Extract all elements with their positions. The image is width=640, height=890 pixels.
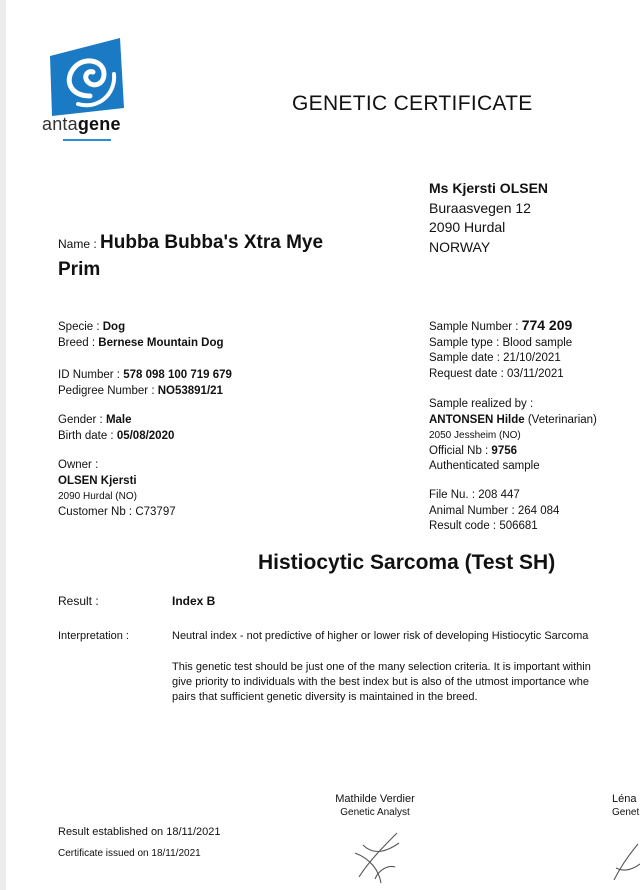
owner-location: 2090 Hurdal (NO): [58, 491, 137, 502]
addressee-name: Ms Kjersti OLSEN: [429, 180, 549, 196]
handwritten-signature: [610, 838, 640, 884]
breed-row: Breed : Bernese Mountain Dog: [58, 336, 224, 349]
id-info-group: [58, 368, 232, 399]
vet-location: 2050 Jessheim (NO): [429, 430, 521, 441]
dog-info-group: [58, 320, 224, 351]
dog-name-field: [58, 230, 358, 283]
result-code: Result code : 506681: [429, 520, 538, 532]
sample-date: Sample date : 21/10/2021: [429, 352, 561, 364]
dog-name-label: Name :: [58, 237, 101, 251]
sample-info-group: [429, 318, 572, 382]
interpretation-text: Neutral index - not predictive of higher or lower risk of developing Histiocytic Sarcoma: [172, 630, 589, 642]
signature-block: [330, 793, 420, 818]
animal-number: Animal Number : 264 084: [429, 504, 560, 517]
id-number-row: ID Number : 578 098 100 719 679: [58, 369, 232, 381]
request-date: Request date : 03/11/2021: [429, 367, 564, 380]
logo-underline: [63, 139, 111, 141]
result-value: Index B: [172, 594, 216, 608]
handwritten-signature: [345, 825, 415, 885]
official-number-row: Official Nb : 9756: [429, 444, 518, 457]
address-street: Buraasvegen 12: [429, 199, 531, 216]
authenticated-note: Authenticated sample: [429, 460, 540, 472]
owner-address-block: [429, 179, 548, 257]
sample-number-row: Sample Number : 774 209: [429, 317, 573, 333]
customer-number: Customer Nb : C73797: [58, 505, 176, 518]
signer-name: Léna: [612, 793, 637, 805]
specie-row: Specie : Dog: [58, 321, 126, 333]
signature-block: [612, 793, 639, 818]
advice-paragraph: [172, 660, 591, 705]
interpretation-label: Interpretation :: [58, 630, 129, 642]
certificate-issued: Certificate issued on 18/11/2021: [58, 848, 201, 859]
file-info-group: [429, 488, 559, 535]
address-city: 2090 Hurdal: [429, 219, 506, 235]
result-label: Result :: [58, 594, 99, 608]
birth-date-row: Birth date : 05/08/2020: [58, 429, 175, 442]
test-heading: Histiocytic Sarcoma (Test SH): [258, 551, 556, 574]
owner-name: OLSEN Kjersti: [58, 474, 137, 487]
vet-name-row: ANTONSEN Hilde (Veterinarian): [429, 413, 597, 426]
owner-info-group: [58, 458, 176, 520]
signer-role: Genetic Analyst: [340, 807, 410, 818]
result-established: Result established on 18/11/2021: [58, 826, 221, 838]
signer-name: Mathilde Verdier: [335, 793, 415, 805]
advice-line: pairs that sufficient genetic diversity is maintained in the breed.: [172, 691, 478, 703]
vet-info-group: [429, 397, 597, 475]
dog-name: Hubba Bubba's Xtra Mye Prim: [58, 232, 324, 280]
logo-wordmark: antagene: [42, 114, 121, 134]
realized-by-label: Sample realized by :: [429, 398, 534, 410]
advice-line: This genetic test should be just one of the many selection criteria. It is important within: [172, 661, 591, 673]
address-country: NORWAY: [429, 238, 491, 255]
signer-role: Genet: [612, 807, 640, 818]
pedigree-row: Pedigree Number : NO53891/21: [58, 384, 223, 397]
gender-row: Gender : Male: [58, 414, 132, 426]
page-left-edge: [0, 0, 6, 890]
document-title: GENETIC CERTIFICATE: [292, 92, 533, 115]
file-number: File Nu. : 208 447: [429, 489, 520, 501]
sample-type: Sample type : Blood sample: [429, 336, 573, 349]
advice-line: give priority to individuals with the best index but is also of the utmost importance whe: [172, 676, 589, 688]
gender-info-group: [58, 413, 174, 444]
owner-label: Owner :: [58, 459, 99, 471]
